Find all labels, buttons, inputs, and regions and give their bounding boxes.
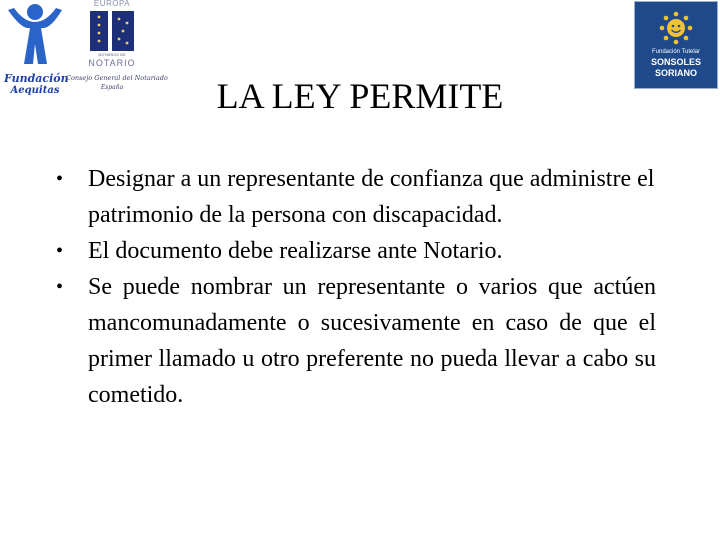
aequitas-figure-icon [4,0,66,72]
europe-flag-icon [86,9,138,53]
bullet-marker: • [56,240,64,262]
slide-title: LA LEY PERMITE [216,76,504,116]
sonsoles-line-3: SORIANO [654,68,697,78]
notariado-small-text: NOTARIOS DE [98,52,126,57]
notariado-line-2: España [100,84,124,91]
notariado-big-text: NOTARIO [88,58,136,68]
aequitas-line-2: Aequitas [10,85,60,96]
bullet-item [56,233,656,269]
sonsoles-line-1: Fundación Tutelar [651,49,701,55]
notariado-logo [66,0,168,98]
bullet-item [56,269,656,413]
notariado-line-1: Consejo General del Notariado [66,74,168,82]
bullet-marker: • [56,276,64,298]
sonsoles-line-2: SONSOLES [650,57,701,67]
aequitas-line-1: Fundación [4,72,69,85]
bullet-text: Designar a un representante de confianza que administre el patrimonio de la persona con discapacidad. [88,166,655,228]
bullet-item [56,161,656,233]
fundacion-aequitas-logo [4,0,69,98]
sun-icon [659,11,693,45]
bullet-text: El documento debe realizarse ante Notario. [88,238,503,264]
bullet-list [56,161,656,413]
sonsoles-soriano-logo [634,1,718,89]
bullet-text: Se puede nombrar un representante o varios que actúen mancomunadamente o sucesivamente en caso de que el primer llamado u otro preferente no pueda llevar a cabo su cometido. [88,274,656,408]
notariado-top-text: EUROPA [93,0,131,8]
bullet-marker: • [56,168,64,190]
